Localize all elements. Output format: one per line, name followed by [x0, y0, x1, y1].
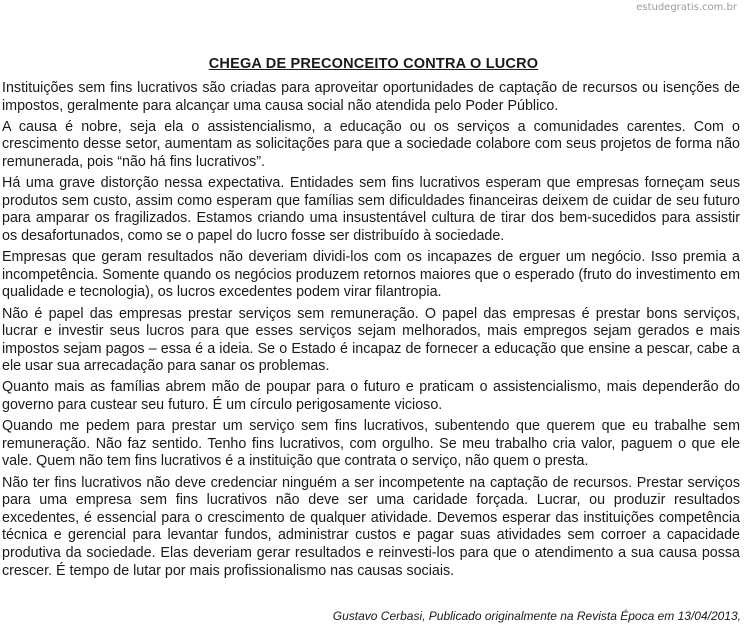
paragraph-5: Não é papel das empresas prestar serviços sem remuneração. O papel das empresas é prestar bons serviços, lucrar e investir seus lucros para que esses serviços sejam melhorados, mais empregos sejam gerados e mais impostos sejam pagos – essa é a ideia. Se o Estado é incapaz de fornecer a educação que ensine a pescar, cabe a ele usar sua arrecadação para sanar os problemas. — [2, 305, 740, 375]
paragraph-2: A causa é nobre, seja ela o assistencialismo, a educação ou os serviços a comunidades carentes. Com o crescimento desse setor, aumentam as solicitações para que a sociedade colabore com seus projetos de forma não remunerada, pois “não há fins lucrativos”. — [2, 118, 740, 170]
article-attribution: Gustavo Cerbasi, Publicado originalmente na Revista Época em 13/04/2013, — [332, 609, 741, 623]
paragraph-3: Há uma grave distorção nessa expectativa. Entidades sem fins lucrativos esperam que empresas forneçam seus produtos sem custo, assim como esperam que famílias sem dificuldades financeiras deixem de cuidar de seu futuro para amparar os fragilizados. Estamos criando uma insustentável cultura de tirar dos bem-sucedidos para assistir os desafortunados, como se o papel do lucro fosse ser distribuído à sociedade. — [2, 175, 740, 244]
site-watermark: estudegratis.com.br — [636, 2, 737, 13]
paragraph-1: Instituições sem fins lucrativos são criadas para aproveitar oportunidades de captação de recursos ou isenções de impostos, geralmente para alcançar uma causa social não atendida pelo Poder Público. — [2, 80, 740, 114]
paragraph-4: Empresas que geram resultados não deveriam dividi-los com os incapazes de erguer um negócio. Isso premia a incompetência. Somente quando os negócios produzem retornos maiores que o esperado (fruto do investimento em qualidade e tecnologia), os lucros excedentes podem virar filantropia. — [2, 249, 740, 301]
article-body — [2, 80, 740, 584]
paragraph-6: Quanto mais as famílias abrem mão de poupar para o futuro e praticam o assistencialismo, mais dependerão do governo para custear seu futuro. É um círculo perigosamente vicioso. — [2, 379, 740, 414]
paragraph-7: Quando me pedem para prestar um serviço sem fins lucrativos, subentendo que querem que eu trabalhe sem remuneração. Não faz sentido. Tenho fins lucrativos, com orgulho. Se meu trabalho cria valor, paguem o que ele vale. Quem não tem fins lucrativos é a instituição que contrata o serviço, não quem o presta. — [2, 418, 740, 470]
article-title: CHEGA DE PRECONCEITO CONTRA O LUCRO — [208, 56, 539, 72]
paragraph-8: Não ter fins lucrativos não deve credenciar ninguém a ser incompetente na captação de recursos. Prestar serviços para uma empresa sem fins lucrativos não deve ser uma caridade forçada. Lucrar, ou produzir resultados excedentes, é essencial para o crescimento de qualquer atividade. Devemos esperar das instituições competência técnica e gerencial para levantar fundos, administrar custos e pagar suas atividades sem corroer a capacidade produtiva da sociedade. Elas deveriam gerar resultados e reinvesti-los para que o atendimento a sua causa possa crescer. É tempo de lutar por mais profissionalismo nas causas sociais. — [2, 474, 740, 579]
